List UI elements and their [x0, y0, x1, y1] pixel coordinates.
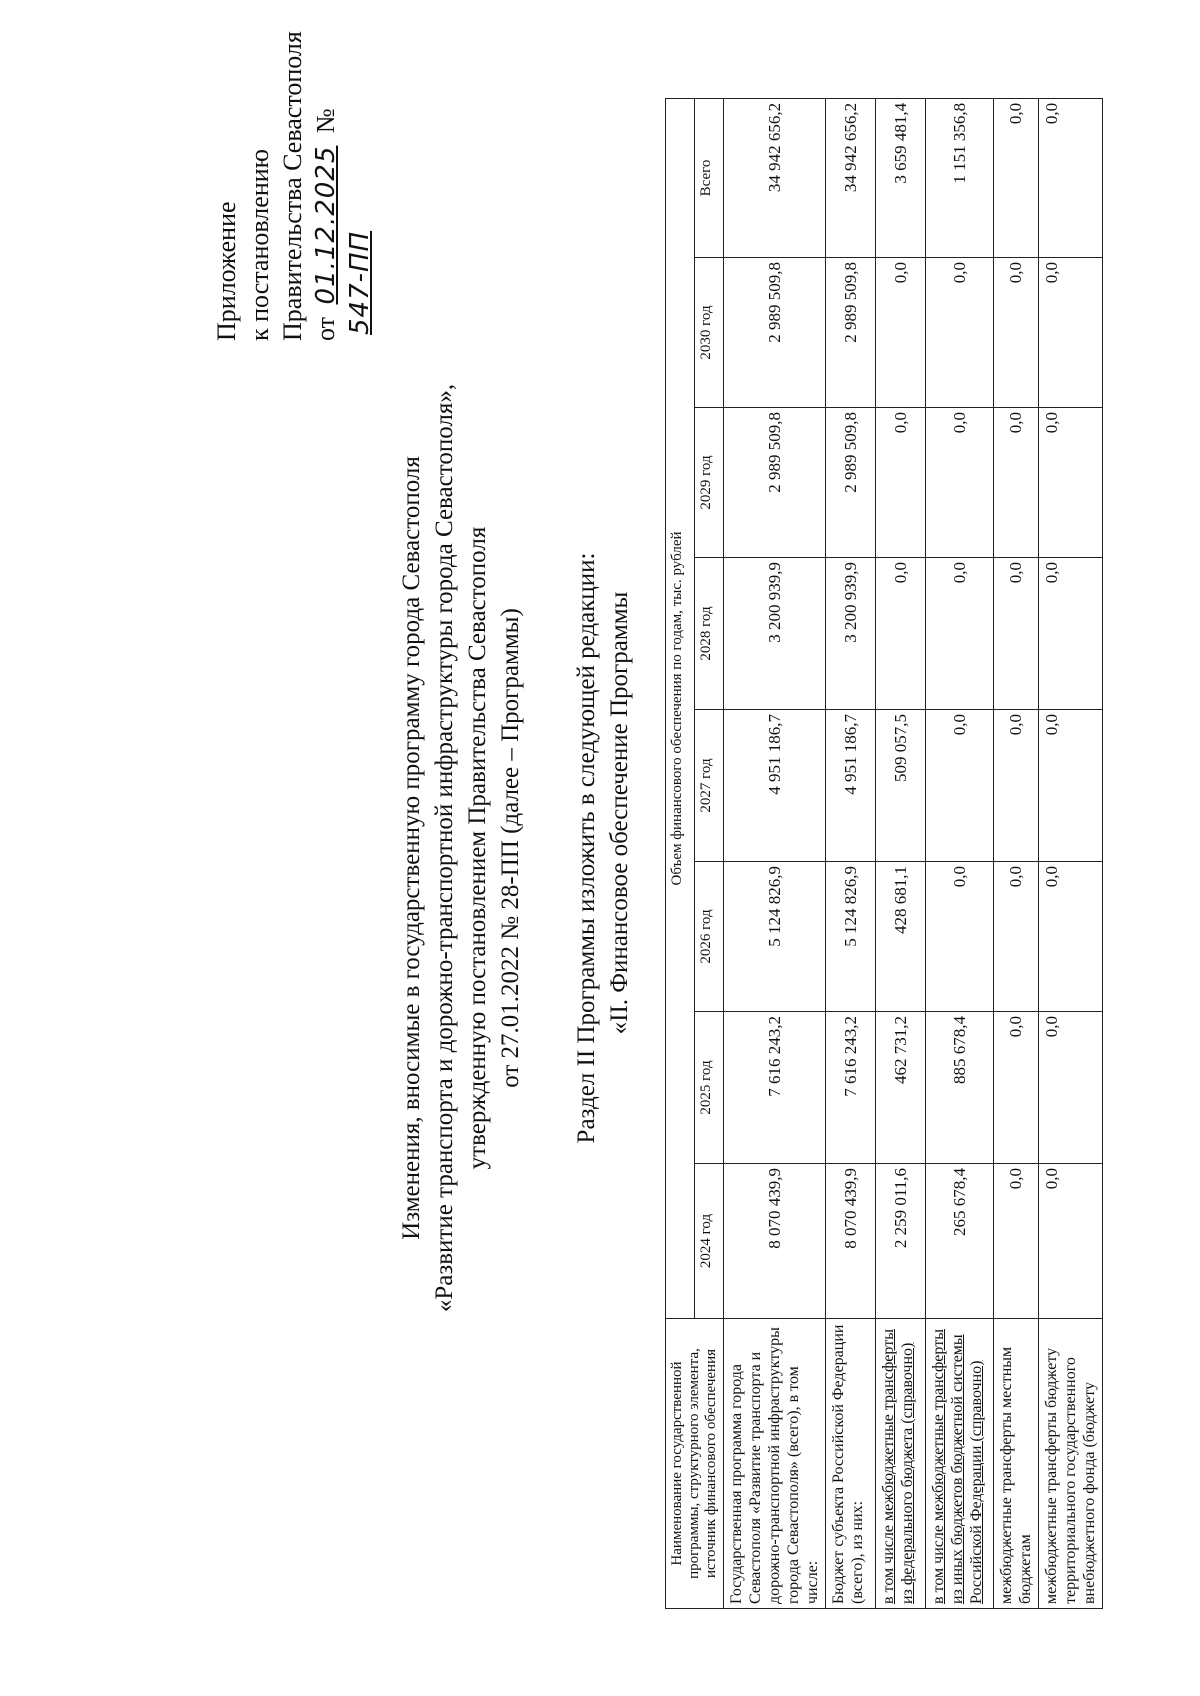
- cell-value: 0,0: [926, 558, 994, 710]
- year-header: 2025 год: [695, 1012, 724, 1164]
- section-line-2: «II. Финансовое обеспечение Программы: [606, 591, 633, 1035]
- cell-value: 0,0: [994, 862, 1039, 1012]
- table-header-row-1: [666, 98, 695, 1608]
- year-header: 2030 год: [695, 258, 724, 408]
- document-title: [395, 0, 527, 1696]
- cell-value: 885 678,4: [926, 1012, 994, 1164]
- year-header: 2027 год: [695, 710, 724, 862]
- cell-value: 462 731,2: [876, 1012, 926, 1164]
- table-row: [1039, 98, 1103, 1608]
- year-header: 2029 год: [695, 408, 724, 558]
- cell-value: 0,0: [1039, 408, 1103, 558]
- cell-value: 0,0: [1039, 862, 1103, 1012]
- cell-value: 0,0: [994, 408, 1039, 558]
- cell-value: 0,0: [876, 258, 926, 408]
- cell-value: 2 989 509,8: [826, 408, 876, 558]
- cell-value: 2 989 509,8: [724, 258, 826, 408]
- cell-value: 0,0: [926, 408, 994, 558]
- cell-value: 0,0: [1039, 1164, 1103, 1319]
- cell-value: 0,0: [994, 258, 1039, 408]
- cell-value: 0,0: [1039, 1012, 1103, 1164]
- row-name: межбюджетные трансферты бюджету территориального государственного внебюджетного фонда (бюджету: [1039, 1319, 1103, 1609]
- cell-value: 7 616 243,2: [724, 1012, 826, 1164]
- cell-value: 5 124 826,9: [724, 862, 826, 1012]
- cell-value: 3 200 939,9: [826, 558, 876, 710]
- cell-value: 1 151 356,8: [926, 98, 994, 257]
- row-name: Бюджет субъекта Российской Федерации (всего), из них:: [826, 1319, 876, 1609]
- cell-value: 0,0: [1039, 558, 1103, 710]
- cell-value: 0,0: [876, 558, 926, 710]
- section-line-1: Раздел II Программы изложить в следующей редакции:: [573, 552, 600, 1144]
- section-intro: [570, 0, 636, 1696]
- cell-value: 34 942 656,2: [826, 98, 876, 257]
- cell-value: 2 259 011,6: [876, 1164, 926, 1319]
- appendix-date-line: [309, 0, 377, 341]
- cell-value: 5 124 826,9: [826, 862, 876, 1012]
- cell-value: 0,0: [1039, 710, 1103, 862]
- cell-value: 0,0: [926, 862, 994, 1012]
- cell-value: 265 678,4: [926, 1164, 994, 1319]
- cell-value: 3 200 939,9: [724, 558, 826, 710]
- title-line-3: утвержденную постановлением Правительства Севастополя: [464, 526, 491, 1170]
- year-header: 2026 год: [695, 862, 724, 1012]
- row-name: в том числе межбюджетные трансферты из иных бюджетов бюджетной системы Российской Федерации (справочно): [926, 1319, 994, 1609]
- cell-value: 0,0: [994, 98, 1039, 257]
- appendix-line-2: к постановлению: [245, 148, 274, 341]
- cell-value: 2 989 509,8: [724, 408, 826, 558]
- cell-value: 0,0: [926, 258, 994, 408]
- handwritten-number: 547-ПП: [345, 230, 375, 335]
- volume-header: Объем финансового обеспечения по годам, тыс. рублей: [666, 98, 695, 1318]
- cell-value: 0,0: [994, 710, 1039, 862]
- row-name: Государственная программа города Севастополя «Развитие транспорта и дорожно-транспортной инфраструктуры города Севастополя» (всего), в том числе:: [724, 1319, 826, 1609]
- row-name: межбюджетные трансферты местным бюджетам: [994, 1319, 1039, 1609]
- total-header: Всего: [695, 98, 724, 257]
- table-row: [724, 98, 826, 1608]
- year-header: 2028 год: [695, 558, 724, 710]
- title-line-2: «Развитие транспорта и дорожно-транспортной инфраструктуры города Севастополя»,: [431, 383, 458, 1313]
- cell-value: 3 659 481,4: [876, 98, 926, 257]
- cell-value: 428 681,1: [876, 862, 926, 1012]
- cell-value: 0,0: [1039, 98, 1103, 257]
- financing-table: [665, 98, 1103, 1609]
- cell-value: 0,0: [926, 710, 994, 862]
- cell-value: 2 989 509,8: [826, 258, 876, 408]
- appendix-line-1: Приложение: [212, 201, 241, 341]
- cell-value: 0,0: [876, 408, 926, 558]
- appendix-block: [210, 0, 377, 341]
- cell-value: 0,0: [994, 1164, 1039, 1319]
- table-row: [994, 98, 1039, 1608]
- appendix-line-3: Правительства Севастополя: [278, 31, 307, 341]
- cell-value: 0,0: [994, 558, 1039, 710]
- cell-value: 8 070 439,9: [826, 1164, 876, 1319]
- table-row: [826, 98, 876, 1608]
- cell-value: 4 951 186,7: [826, 710, 876, 862]
- cell-value: 0,0: [1039, 258, 1103, 408]
- col-name-header: Наименование государственной программы, структурного элемента, источник финансового обеспечения: [666, 1319, 724, 1609]
- table-row: [926, 98, 994, 1608]
- cell-value: 4 951 186,7: [724, 710, 826, 862]
- handwritten-date: 01.12.2025: [311, 145, 341, 305]
- title-line-1: Изменения, вносимые в государственную программу города Севастополя: [398, 456, 425, 1240]
- cell-value: 8 070 439,9: [724, 1164, 826, 1319]
- cell-value: 509 057,5: [876, 710, 926, 862]
- cell-value: 0,0: [994, 1012, 1039, 1164]
- cell-value: 34 942 656,2: [724, 98, 826, 257]
- title-line-4: от 27.01.2022 № 28-ПП (далее – Программы): [497, 608, 524, 1088]
- year-header: 2024 год: [695, 1164, 724, 1319]
- number-prefix: №: [311, 108, 340, 134]
- row-name: в том числе межбюджетные трансферты из федерального бюджета (справочно): [876, 1319, 926, 1609]
- cell-value: 7 616 243,2: [826, 1012, 876, 1164]
- table-row: [876, 98, 926, 1608]
- date-prefix: от: [311, 316, 340, 341]
